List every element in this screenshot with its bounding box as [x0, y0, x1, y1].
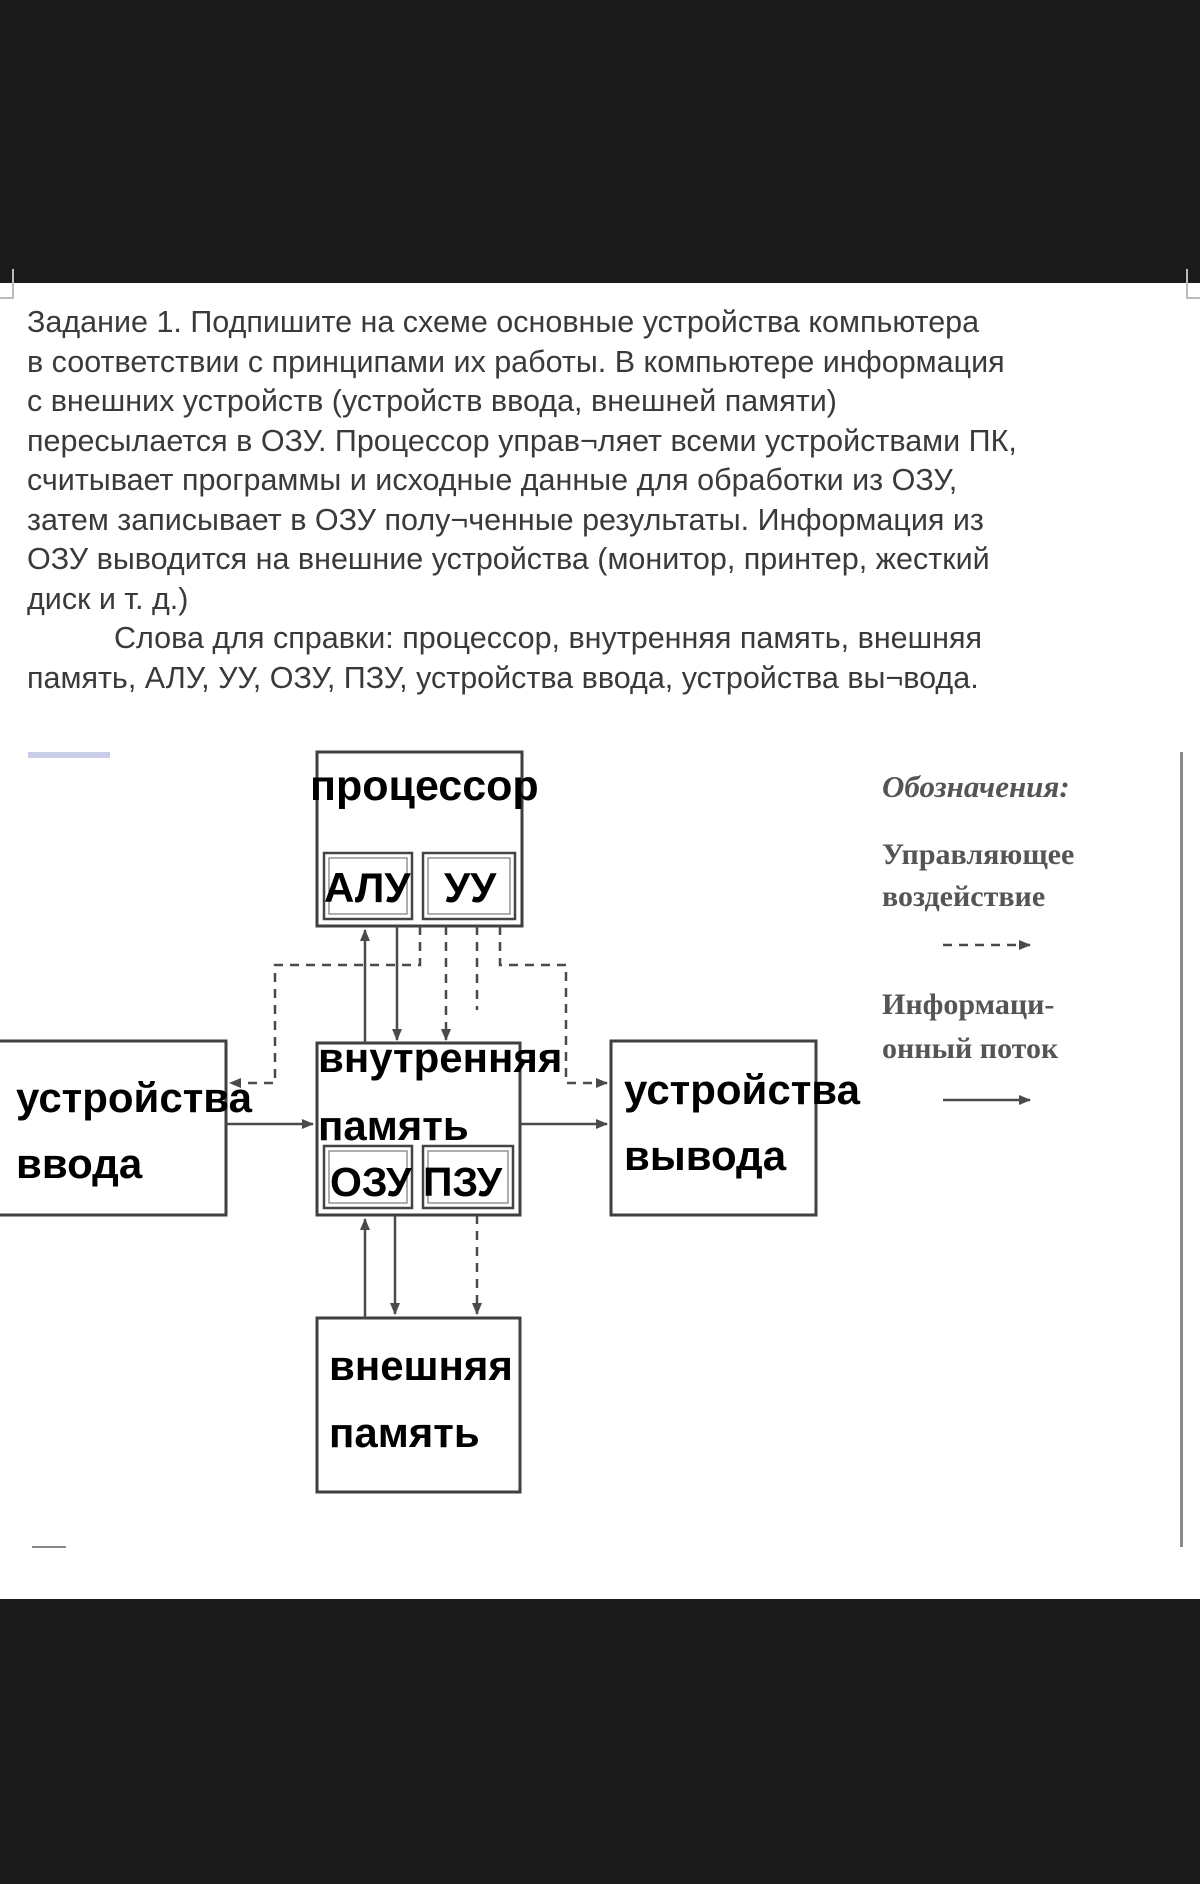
legend-title: Обозначения: [882, 769, 1070, 804]
task-line: с внешних устройств (устройств ввода, внешней памяти) [27, 384, 837, 418]
input-devices-label-line2: ввода [16, 1140, 143, 1187]
reference-words-line: память, АЛУ, УУ, ОЗУ, ПЗУ, устройства ввода, устройства вы¬вода. [27, 660, 979, 695]
task-line: затем записывает в ОЗУ полу¬ченные результаты. Информация из [27, 502, 984, 537]
external-memory-label-line2: память [329, 1409, 480, 1456]
processor-label: процессор [310, 762, 539, 810]
legend-control-line2: воздействие [882, 880, 1046, 913]
ram-label: ОЗУ [330, 1159, 412, 1205]
input-devices-label-line1: устройства [16, 1074, 252, 1121]
task-line: пересылается в ОЗУ. Процессор управ¬ляет всеми устройствами ПК, [27, 423, 1017, 458]
input-devices-box [0, 1041, 226, 1215]
internal-memory-label-line1: внутренняя [318, 1034, 563, 1081]
alu-label: АЛУ [324, 864, 411, 911]
internal-memory-label-line2: память [318, 1102, 469, 1149]
task-line: диск и т. д.) [27, 581, 189, 616]
task-line: Задание 1. Подпишите на схеме основные устройства компьютера [27, 305, 980, 339]
reference-words-line: Слова для справки: процессор, внутренняя память, внешняя [114, 621, 982, 655]
task-line: считывает программы и исходные данные для обработки из ОЗУ, [27, 463, 958, 497]
legend-info-line2: онный поток [882, 1032, 1059, 1065]
output-devices-label-line2: вывода [624, 1132, 787, 1179]
legend-control-line1: Управляющее [882, 838, 1075, 871]
cu-label: УУ [444, 864, 497, 911]
output-devices-label-line1: устройства [624, 1066, 860, 1113]
task-line: ОЗУ выводится на внешние устройства (монитор, принтер, жесткий [27, 542, 990, 576]
legend-info-line1: Информаци- [882, 988, 1055, 1021]
task-line: в соответствии с принципами их работы. В компьютере информация [27, 344, 1005, 379]
rom-label: ПЗУ [423, 1159, 503, 1205]
external-memory-label-line1: внешняя [329, 1342, 513, 1389]
